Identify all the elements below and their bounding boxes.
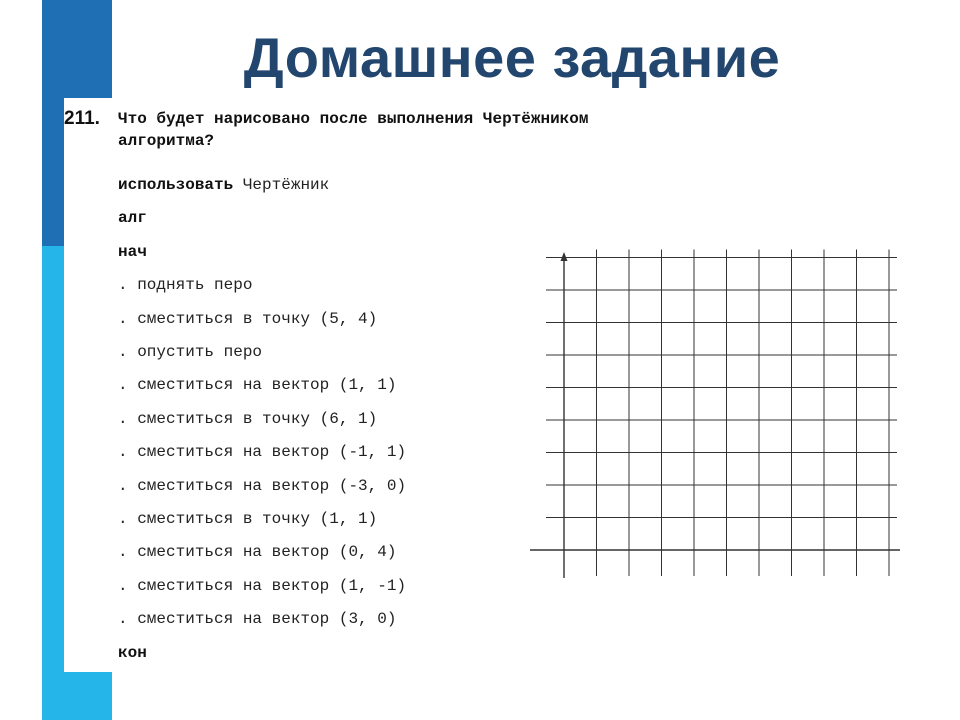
task-scan	[64, 98, 904, 672]
algorithm-statement: . опустить перо	[118, 343, 263, 361]
algorithm-statement: . сместиться на вектор (1, -1)	[118, 577, 407, 595]
task-question	[118, 108, 758, 152]
algorithm-statement: . сместиться в точку (6, 1)	[118, 410, 378, 428]
coordinate-grid	[530, 248, 900, 588]
algorithm-statement: . поднять перо	[118, 276, 253, 294]
algorithm-line	[118, 508, 377, 530]
slide-title: Домашнее задание	[243, 26, 781, 89]
task-question-line-1: Что будет нарисовано после выполнения Чертёжником	[118, 110, 589, 128]
algorithm-statement: . сместиться на вектор (-1, 1)	[118, 443, 407, 461]
algorithm-statement: . сместиться в точку (1, 1)	[118, 510, 378, 528]
algorithm-statement: . сместиться на вектор (-3, 0)	[118, 477, 407, 495]
algorithm-statement: . сместиться на вектор (3, 0)	[118, 610, 397, 628]
algorithm-line	[118, 541, 396, 563]
algorithm-line	[118, 241, 147, 263]
algorithm-line	[118, 274, 252, 296]
algorithm-line	[118, 575, 406, 597]
coordinate-grid-svg	[530, 248, 900, 588]
algorithm-statement: . сместиться в точку (5, 4)	[118, 310, 378, 328]
algorithm-line	[118, 475, 406, 497]
algorithm-line	[118, 308, 377, 330]
algorithm-keyword: алг	[118, 209, 147, 227]
algorithm-line	[118, 441, 406, 463]
y-axis-arrow-icon	[561, 252, 568, 261]
task-number: 211.	[64, 108, 100, 129]
use-keyword: использовать	[118, 176, 234, 194]
algorithm-line	[118, 207, 147, 229]
use-target: Чертёжник	[242, 176, 330, 194]
algorithm-line	[118, 341, 262, 363]
algorithm-line	[118, 608, 396, 630]
algorithm-use-line	[118, 174, 329, 196]
algorithm-statement: . сместиться на вектор (0, 4)	[118, 543, 397, 561]
algorithm-line	[118, 374, 396, 396]
algorithm-line	[118, 408, 377, 430]
algorithm-line	[118, 642, 147, 664]
task-question-line-2: алгоритма?	[118, 132, 215, 150]
algorithm-statement: . сместиться на вектор (1, 1)	[118, 376, 397, 394]
algorithm-keyword: нач	[118, 243, 147, 261]
algorithm-keyword: кон	[118, 644, 147, 662]
